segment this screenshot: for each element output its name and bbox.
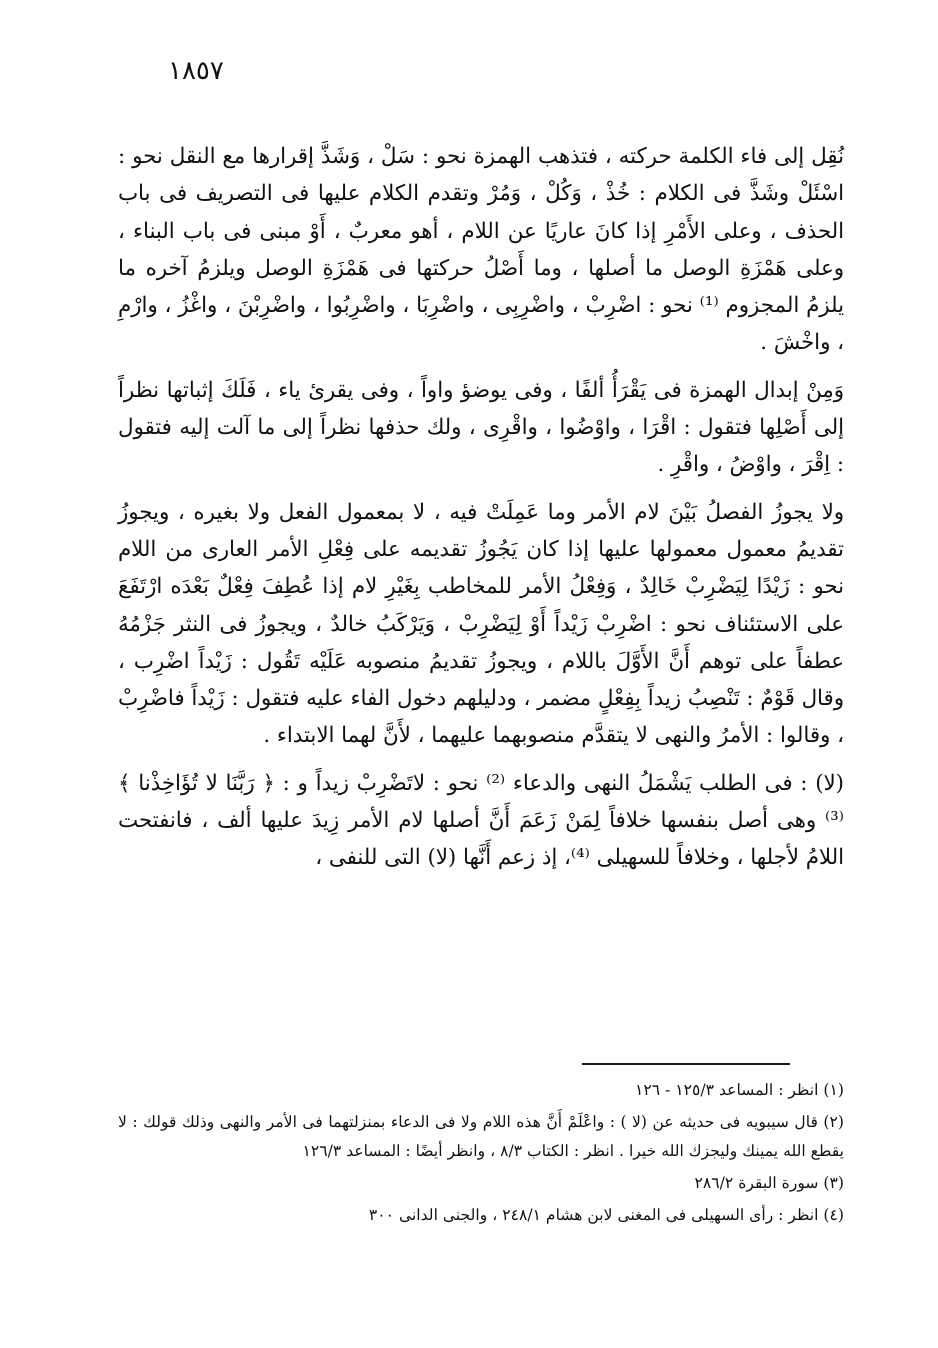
- footnote: (١) انظر : المساعد ١٢٥/٣ - ١٢٦: [634, 1081, 844, 1099]
- paragraph: ولا يجوزُ الفصلُ بَيْنَ لام الأمر وما عَمِلَتْ فيه ، لا بمعمول الفعل ولا بغيره ، ويجوزُ تقديمُ معمول معمولها عليها إذا كان يَجُوزُ تقديمه على فِعْلِ الأمر العارى من اللام نحو : زَيْدًا لِيَضْرِبْ خَالِدٌ ، وَفِعْلُ الأمر للمخاطب بِغَيْرِ لام إذا عُطِفَ فِعْلٌ بَعْدَه ارْتَفَعَ على الاستئناف نحو : اضْرِبْ زَيْداً أَوْ لِيَضْرِبْ ، وَيَرْكَبُ خالدٌ ، ويجوزُ فى النثر جَزْمُهُ عطفاً على توهم أَنَّ الأَوَّلَ باللام ، ويجوزُ تقديمُ منصوبه عَلَيْه تَقُول : زَيْداً اضْرِب ، وقال قَوْمٌ : تَنْصِبُ زيداً بِفِعْلٍ مضمر ، ودليلهم دخول الفاء عليه فتقول : زَيْداً فاضْرِبْ ، وقالوا : الأمرُ والنهى لا يتقدَّم منصوبهما عليهما ، لأَنَّ لهما الابتداء .: [118, 499, 844, 749]
- footnote: (٤) انظر : رأى السهيلى فى المغنى لابن هشام ٢٤٨/١ ، والجنى الدانى ٣٠٠: [368, 1206, 844, 1224]
- paragraph: (لا) : فى الطلب يَشْمَلُ النهى والدعاء ⁽²⁾ نحو : لاتَضْرِبْ زيداً و : ﴿ رَبَّنَا لا تُؤَاخِذْنا ﴾ ⁽³⁾ وهى أصل بنفسها خلافاً لِمَنْ زَعَمَ أَنَّ أصلها لام الأمر زِيدَ عليها ألف ، فانفتحت اللامُ لأجلها ، وخلافاً للسهيلى ⁽⁴⁾، إذ زعم أَنَّها (لا) التى للنفى ،: [118, 770, 844, 871]
- paragraph: نُقِل إلى فاء الكلمة حركته ، فتذهب الهمزة نحو : سَلْ ، وَشَذَّ إقرارها مع النقل نحو : اسْئَلْ وشَذَّ فى الكلام : خُذْ ، وَكُلْ ، وَمُرْ وتقدم الكلام عليها فى التصريف فى باب الحذف ، وعلى الأَمْرِ إذا كانَ عاريًا عن اللام ، أهو معربٌ ، أَوْ مبنى فى باب البناء ، وعلى هَمْزَةِ الوصل ما أصلها ، وما أَصْلُ حركتها فى هَمْزَةِ الوصل ويلزمُ آخره ما يلزمُ المجزوم ⁽¹⁾ نحو : اضْرِبْ ، واضْرِبِى ، واضْرِبَا ، واضْرِبُوا ، واضْرِبْنَ ، واغْزُ ، وارْمِ ، واخْشَ .: [118, 144, 845, 356]
- main-text: [118, 138, 844, 887]
- paragraph: وَمِنْ إبدال الهمزة فى يَقْرَأُ ألفًا ، وفى يوضؤ واواً ، وفى يقرئ ياء ، فَلَكَ إثباتها نظراً إلى أَصْلِها فتقول : اقْرَا ، واوْضُوا ، واقْرِى ، ولك حذفها نظراً إلى ما آلت إليه فتقول : اِقْرَ ، واوْضُ ، واقْرِ .: [118, 377, 844, 478]
- footnote: (٢) قال سيبويه فى حديثه عن (لا ) : واعْلَمْ أَنَّ هذه اللام ولا فى الدعاء بمنزلتهما فى الأمر والنهى وذلك قولك : لا يقطع الله يمينك وليجزك الله خيرا . انظر : الكتاب ٨/٣ ، وانظر أيضًا : المساعد ١٢٦/٣: [118, 1113, 844, 1160]
- footnote-divider: [582, 1063, 790, 1065]
- footnotes: [118, 1076, 844, 1233]
- footnote: (٣) سورة البقرة ٢٨٦/٢: [694, 1174, 844, 1192]
- page-number: ١٨٥٧: [168, 56, 224, 86]
